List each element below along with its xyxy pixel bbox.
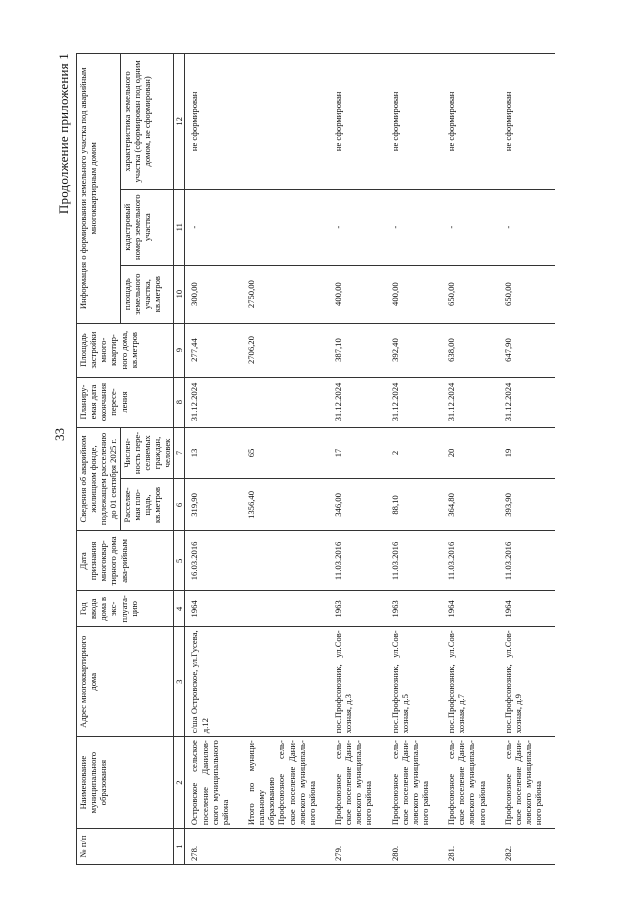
cell-area: 346,00: [329, 479, 386, 531]
cell-residents: 65: [242, 427, 329, 479]
cell-building-area: 387,10: [329, 323, 386, 377]
cell-building-area: 638,00: [442, 323, 499, 377]
cell-cadastral: [242, 189, 329, 265]
cell-area: 393,90: [499, 479, 556, 531]
header-area: Расселяе-мая пло-щадь, кв.метров: [120, 479, 174, 531]
cell-address: пос.Профсоюзник, ул.Сов-хозная, д.5: [386, 627, 443, 737]
cell-municipality: Островское сельское поселение Данилов-ского муниципального района: [185, 737, 242, 829]
cell-land-area: 400,00: [329, 265, 386, 323]
table-row: [329, 54, 386, 865]
index-cell: 11: [174, 189, 185, 265]
cell-land-area: 2750,00: [242, 265, 329, 323]
index-cell: 10: [174, 265, 185, 323]
cell-year: 1963: [329, 591, 386, 627]
cell-year: 1964: [499, 591, 556, 627]
cell-land-status: не сформирован: [329, 54, 386, 190]
cell-residents: 17: [329, 427, 386, 479]
table-row: [442, 54, 499, 865]
cell-address: пос.Профсоюзник, ул.Сов-хозная, д.3: [329, 627, 386, 737]
index-cell: 8: [174, 377, 185, 427]
emergency-housing-table: [76, 53, 555, 865]
table-row: [185, 54, 242, 865]
cell-num: 278.: [185, 829, 242, 865]
cell-residents: 2: [386, 427, 443, 479]
column-index-row: [174, 54, 185, 865]
index-cell: 5: [174, 531, 185, 591]
cell-year: 1964: [185, 591, 242, 627]
cell-cadastral: -: [442, 189, 499, 265]
cell-address: пос.Профсоюзник, ул.Сов-хозная, д.9: [499, 627, 556, 737]
cell-cadastral: -: [329, 189, 386, 265]
cell-address: пос.Профсоюзник, ул.Сов-хозная, д.7: [442, 627, 499, 737]
index-cell: 3: [174, 627, 185, 737]
cell-year: 1964: [442, 591, 499, 627]
appendix-title: Продолжение приложения 1: [56, 53, 71, 215]
cell-area: 364,80: [442, 479, 499, 531]
cell-area: 319,90: [185, 479, 242, 531]
cell-building-area: 2706,20: [242, 323, 329, 377]
table-row-total: [242, 54, 329, 865]
header-year: Год ввода дома в экс-плуата-цию: [77, 591, 174, 627]
cell-area: 88,10: [386, 479, 443, 531]
header-residents: Числен-ность пере-селяемых граждан, человек: [120, 427, 174, 479]
table-row: [499, 54, 556, 865]
header-land-group: Информация о формировании земельного участка под аварийным многоквартирным домом: [77, 54, 121, 324]
cell-date-emergency: 11.03.2016: [329, 531, 386, 591]
cell-cadastral: -: [185, 189, 242, 265]
cell-municipality: Профсоюзное сель-ское поселение Дани-ловского муниципаль-ного района: [499, 737, 556, 829]
cell-land-area: 650,00: [499, 265, 556, 323]
index-cell: 4: [174, 591, 185, 627]
cell-land-status: не сформирован: [185, 54, 242, 190]
cell-land-area: 300,00: [185, 265, 242, 323]
cell-num: 281.: [442, 829, 499, 865]
cell-land-area: 650,00: [442, 265, 499, 323]
cell-residents: 20: [442, 427, 499, 479]
header-date-emergency: Дата признания многоквар-тирного дома ава-рийным: [77, 531, 174, 591]
page-number: 33: [52, 428, 67, 441]
cell-num: 280.: [386, 829, 443, 865]
cell-cadastral: -: [386, 189, 443, 265]
table-row: [386, 54, 443, 865]
header-municipality: Наименование муниципального образования: [77, 737, 174, 829]
cell-date-end: 31.12.2024: [185, 377, 242, 427]
cell-land-status: не сформирован: [386, 54, 443, 190]
cell-year: [242, 591, 329, 627]
header-resettlement-group: Сведения об аварийном жилищном фонде, подлежащем расселению до 01 сентября 2025 г.: [77, 427, 121, 531]
header-land-area: площадь земельного участка, кв.метров: [120, 265, 174, 323]
cell-date-emergency: [242, 531, 329, 591]
cell-land-status: [242, 54, 329, 190]
cell-land-area: 400,00: [386, 265, 443, 323]
index-cell: 9: [174, 323, 185, 377]
header-building-area: Площадь застройки много-квартир-ного дома, кв.метров: [77, 323, 174, 377]
cell-year: 1963: [386, 591, 443, 627]
cell-address: [242, 627, 329, 737]
cell-building-area: 277,44: [185, 323, 242, 377]
cell-address: с/ша Островское, ул.Гусева, д.12: [185, 627, 242, 737]
cell-date-end: 31.12.2024: [329, 377, 386, 427]
cell-land-status: не сформирован: [442, 54, 499, 190]
header-row-top: [77, 54, 121, 865]
cell-building-area: 647,90: [499, 323, 556, 377]
cell-num: 282.: [499, 829, 556, 865]
cell-area: 1356,40: [242, 479, 329, 531]
header-cadastral: кадастровый номер земельного участка: [120, 189, 174, 265]
cell-municipality: Итого по муници-пальному образованию Профсоюзное сель-ское поселение Дани-ловского муниципаль-ного района: [242, 737, 329, 829]
rotated-page: [50, 45, 630, 865]
cell-residents: 13: [185, 427, 242, 479]
header-num: № п/п: [77, 829, 174, 865]
index-cell: 1: [174, 829, 185, 865]
cell-land-status: не сформирован: [499, 54, 556, 190]
cell-date-emergency: 11.03.2016: [386, 531, 443, 591]
cell-date-end: 31.12.2024: [386, 377, 443, 427]
index-cell: 7: [174, 427, 185, 479]
cell-cadastral: -: [499, 189, 556, 265]
header-date-end: Планиру-емая дата окончания пересе-ления: [77, 377, 174, 427]
header-land-status: характеристика земельного участка (сформирован под одним домом, не сформирован): [120, 54, 174, 190]
header-address: Адрес многоквартирного дома: [77, 627, 174, 737]
index-cell: 12: [174, 54, 185, 190]
cell-date-emergency: 11.03.2016: [442, 531, 499, 591]
index-cell: 2: [174, 737, 185, 829]
cell-date-end: 31.12.2024: [442, 377, 499, 427]
cell-residents: 19: [499, 427, 556, 479]
cell-municipality: Профсоюзное сель-ское поселение Дани-ловского муниципаль-ного района: [329, 737, 386, 829]
cell-date-end: 31.12.2024: [499, 377, 556, 427]
cell-municipality: Профсоюзное сель-ское поселение Дани-ловского муниципаль-ного района: [386, 737, 443, 829]
index-cell: 6: [174, 479, 185, 531]
cell-num: 279.: [329, 829, 386, 865]
cell-date-emergency: 11.03.2016: [499, 531, 556, 591]
cell-num: [242, 829, 329, 865]
cell-date-end: [242, 377, 329, 427]
cell-building-area: 392,40: [386, 323, 443, 377]
cell-date-emergency: 16.03.2016: [185, 531, 242, 591]
cell-municipality: Профсоюзное сель-ское поселение Дани-ловского муниципаль-ного района: [442, 737, 499, 829]
